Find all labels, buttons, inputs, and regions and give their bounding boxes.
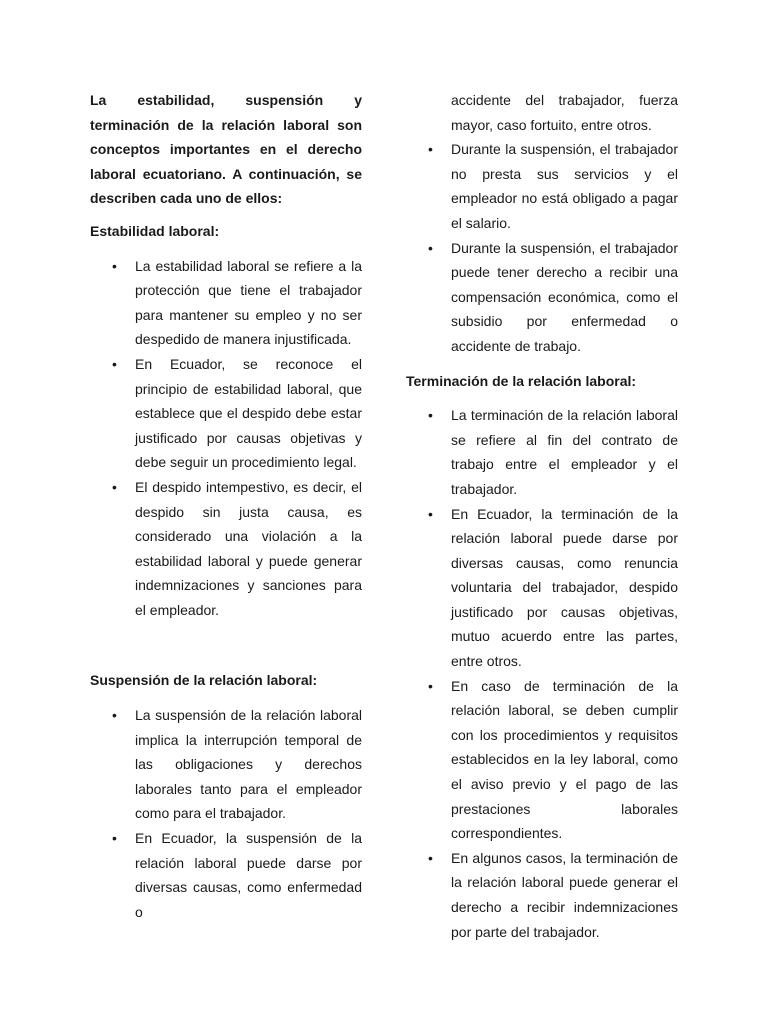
list-item: • En algunos casos, la terminación de la relación laboral puede generar el derecho a recibir indemnizaciones por parte del trabajador. <box>406 846 678 944</box>
list-item: • En Ecuador, se reconoce el principio de estabilidad laboral, que establece que el despido debe estar justificado por causas objetivas y debe seguir un procedimiento legal. <box>90 352 362 475</box>
list-suspension-continued <box>406 137 678 358</box>
bullet-icon: • <box>112 830 117 847</box>
bullet-icon: • <box>428 849 433 866</box>
bullet-icon: • <box>428 141 433 158</box>
list-estabilidad <box>90 254 362 623</box>
heading-terminacion: Terminación de la relación laboral: <box>406 372 637 389</box>
bullet-icon: • <box>112 707 117 724</box>
list-item: • La estabilidad laboral se refiere a la protección que tiene el trabajador para mantener su empleo y no ser despedido de manera injustificada. <box>90 254 362 352</box>
list-item: • La terminación de la relación laboral se refiere al fin del contrato de trabajo entre el empleador y el trabajador. <box>406 403 678 501</box>
bullet-icon: • <box>428 505 433 522</box>
bullet-icon: • <box>428 407 433 424</box>
list-item: • En Ecuador, la suspensión de la relación laboral puede darse por diversas causas, como enfermedad o <box>90 826 362 924</box>
bullet-icon: • <box>112 355 117 372</box>
list-suspension <box>90 703 362 924</box>
bullet-icon: • <box>428 239 433 256</box>
list-item: • En Ecuador, la terminación de la relación laboral puede darse por diversas causas, como renuncia voluntaria del trabajador, despido justificado por causas objetivas, mutuo acuerdo entre las partes, entre otros. <box>406 502 678 674</box>
list-terminacion <box>406 403 678 944</box>
list-item: • Durante la suspensión, el trabajador puede tener derecho a recibir una compensación económica, como el subsidio por enfermedad o accidente de trabajo. <box>406 236 678 359</box>
list-item: • La suspensión de la relación laboral implica la interrupción temporal de las obligaciones y derechos laborales tanto para el empleador como para el trabajador. <box>90 703 362 826</box>
list-item: • Durante la suspensión, el trabajador no presta sus servicios y el empleador no está obligado a pagar el salario. <box>406 137 678 235</box>
bullet-icon: • <box>112 257 117 274</box>
left-column <box>90 88 362 924</box>
right-column <box>406 88 678 944</box>
intro-paragraph: La estabilidad, suspensión y terminación de la relación laboral son conceptos importantes en el derecho laboral ecuatoriano. A continuación, se describen cada uno de ellos: <box>90 92 362 207</box>
list-item-continuation: accidente del trabajador, fuerza mayor, caso fortuito, entre otros. <box>451 92 678 133</box>
list-item: • El despido intempestivo, es decir, el despido sin justa causa, es considerado una violación a la estabilidad laboral y puede generar indemnizaciones y sanciones para el empleador. <box>90 475 362 623</box>
heading-estabilidad: Estabilidad laboral: <box>90 222 220 239</box>
list-item: • En caso de terminación de la relación laboral, se deben cumplir con los procedimientos y requisitos establecidos en la ley laboral, como el aviso previo y el pago de las prestaciones laborales correspondientes. <box>406 674 678 846</box>
heading-suspension: Suspensión de la relación laboral: <box>90 672 318 689</box>
bullet-icon: • <box>112 478 117 495</box>
bullet-icon: • <box>428 677 433 694</box>
